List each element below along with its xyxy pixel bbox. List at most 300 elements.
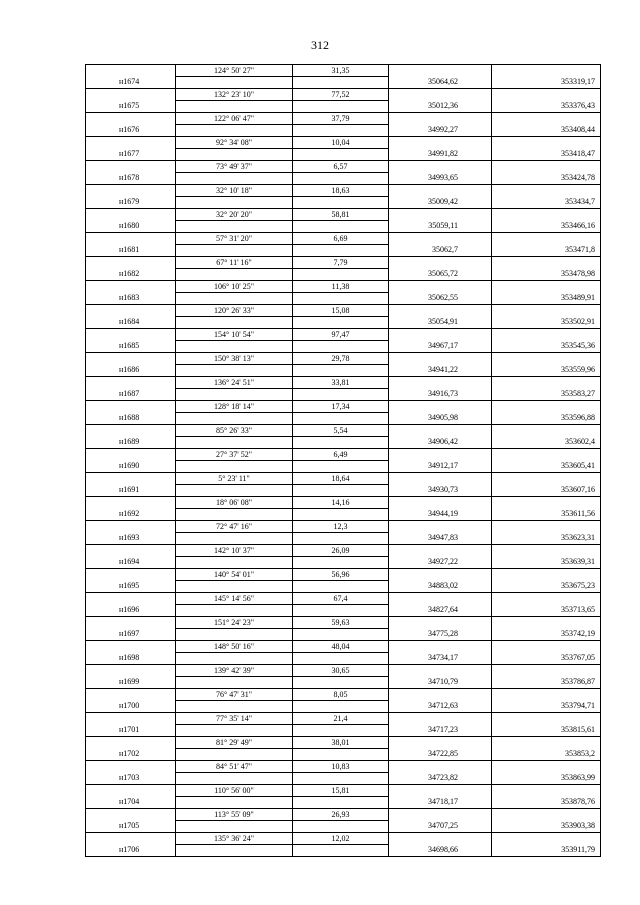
empty-cell xyxy=(492,65,601,77)
x-coordinate-cell: 35062,55 xyxy=(389,293,492,305)
distance-cell: 58,81 xyxy=(293,209,389,221)
segment-row xyxy=(86,113,601,125)
empty-cell xyxy=(176,269,293,281)
empty-cell xyxy=(86,809,176,821)
empty-cell xyxy=(492,185,601,197)
empty-cell xyxy=(389,809,492,821)
point-row xyxy=(86,557,601,569)
point-name-cell: н1693 xyxy=(86,533,176,545)
empty-cell xyxy=(176,749,293,761)
distance-cell: 18,63 xyxy=(293,185,389,197)
empty-cell xyxy=(86,209,176,221)
empty-cell xyxy=(492,425,601,437)
empty-cell xyxy=(86,281,176,293)
direction-angle-cell: 110° 56' 00" xyxy=(176,785,293,797)
empty-cell xyxy=(176,797,293,809)
x-coordinate-cell: 34734,17 xyxy=(389,653,492,665)
direction-angle-cell: 135° 36' 24" xyxy=(176,833,293,845)
x-coordinate-cell: 34723,82 xyxy=(389,773,492,785)
segment-row xyxy=(86,809,601,821)
direction-angle-cell: 27° 37' 52" xyxy=(176,449,293,461)
empty-cell xyxy=(176,509,293,521)
empty-cell xyxy=(389,761,492,773)
point-row xyxy=(86,437,601,449)
x-coordinate-cell: 35065,72 xyxy=(389,269,492,281)
x-coordinate-cell: 34722,85 xyxy=(389,749,492,761)
point-name-cell: н1697 xyxy=(86,629,176,641)
empty-cell xyxy=(176,245,293,257)
point-name-cell: н1676 xyxy=(86,125,176,137)
empty-cell xyxy=(86,257,176,269)
x-coordinate-cell: 35062,7 xyxy=(389,245,492,257)
empty-cell xyxy=(86,401,176,413)
y-coordinate-cell: 353418,47 xyxy=(492,149,601,161)
point-name-cell: н1686 xyxy=(86,365,176,377)
empty-cell xyxy=(86,449,176,461)
point-row xyxy=(86,821,601,833)
empty-cell xyxy=(492,137,601,149)
segment-row xyxy=(86,209,601,221)
empty-cell xyxy=(86,593,176,605)
empty-cell xyxy=(86,713,176,725)
empty-cell xyxy=(293,725,389,737)
coordinates-table-body xyxy=(86,65,601,857)
direction-angle-cell: 120° 26' 33" xyxy=(176,305,293,317)
x-coordinate-cell: 34905,98 xyxy=(389,413,492,425)
empty-cell xyxy=(389,593,492,605)
empty-cell xyxy=(293,149,389,161)
y-coordinate-cell: 353583,27 xyxy=(492,389,601,401)
y-coordinate-cell: 353794,71 xyxy=(492,701,601,713)
point-row xyxy=(86,749,601,761)
y-coordinate-cell: 353559,96 xyxy=(492,365,601,377)
direction-angle-cell: 142° 10' 37" xyxy=(176,545,293,557)
empty-cell xyxy=(492,305,601,317)
direction-angle-cell: 151° 24' 23" xyxy=(176,617,293,629)
empty-cell xyxy=(86,617,176,629)
page-number: 312 xyxy=(311,38,329,52)
empty-cell xyxy=(492,833,601,845)
empty-cell xyxy=(492,689,601,701)
point-row xyxy=(86,101,601,113)
distance-cell: 37,79 xyxy=(293,113,389,125)
y-coordinate-cell: 353911,79 xyxy=(492,845,601,857)
point-name-cell: н1704 xyxy=(86,797,176,809)
empty-cell xyxy=(389,641,492,653)
empty-cell xyxy=(293,341,389,353)
empty-cell xyxy=(389,329,492,341)
x-coordinate-cell: 35064,62 xyxy=(389,77,492,89)
empty-cell xyxy=(389,257,492,269)
empty-cell xyxy=(86,329,176,341)
x-coordinate-cell: 34944,19 xyxy=(389,509,492,521)
empty-cell xyxy=(492,113,601,125)
empty-cell xyxy=(176,485,293,497)
point-row xyxy=(86,797,601,809)
y-coordinate-cell: 353424,78 xyxy=(492,173,601,185)
distance-cell: 33,81 xyxy=(293,377,389,389)
empty-cell xyxy=(293,197,389,209)
empty-cell xyxy=(176,677,293,689)
segment-row xyxy=(86,617,601,629)
empty-cell xyxy=(293,413,389,425)
distance-cell: 21,4 xyxy=(293,713,389,725)
empty-cell xyxy=(492,569,601,581)
point-name-cell: н1683 xyxy=(86,293,176,305)
point-name-cell: н1677 xyxy=(86,149,176,161)
distance-cell: 18,64 xyxy=(293,473,389,485)
point-row xyxy=(86,509,601,521)
empty-cell xyxy=(293,797,389,809)
empty-cell xyxy=(293,845,389,857)
empty-cell xyxy=(176,461,293,473)
y-coordinate-cell: 353623,31 xyxy=(492,533,601,545)
empty-cell xyxy=(86,425,176,437)
empty-cell xyxy=(293,485,389,497)
x-coordinate-cell: 34916,73 xyxy=(389,389,492,401)
direction-angle-cell: 139° 42' 39" xyxy=(176,665,293,677)
empty-cell xyxy=(293,437,389,449)
empty-cell xyxy=(176,773,293,785)
point-name-cell: н1675 xyxy=(86,101,176,113)
segment-row xyxy=(86,713,601,725)
x-coordinate-cell: 34967,17 xyxy=(389,341,492,353)
point-row xyxy=(86,461,601,473)
point-name-cell: н1684 xyxy=(86,317,176,329)
point-name-cell: н1694 xyxy=(86,557,176,569)
y-coordinate-cell: 353545,36 xyxy=(492,341,601,353)
segment-row xyxy=(86,137,601,149)
y-coordinate-cell: 353815,61 xyxy=(492,725,601,737)
empty-cell xyxy=(389,737,492,749)
distance-cell: 12,3 xyxy=(293,521,389,533)
y-coordinate-cell: 353489,91 xyxy=(492,293,601,305)
direction-angle-cell: 128° 18' 14" xyxy=(176,401,293,413)
empty-cell xyxy=(86,161,176,173)
point-name-cell: н1700 xyxy=(86,701,176,713)
empty-cell xyxy=(176,725,293,737)
y-coordinate-cell: 353466,16 xyxy=(492,221,601,233)
empty-cell xyxy=(293,293,389,305)
empty-cell xyxy=(389,89,492,101)
point-name-cell: н1692 xyxy=(86,509,176,521)
x-coordinate-cell: 35009,42 xyxy=(389,197,492,209)
y-coordinate-cell: 353478,98 xyxy=(492,269,601,281)
y-coordinate-cell: 353863,99 xyxy=(492,773,601,785)
point-name-cell: н1687 xyxy=(86,389,176,401)
empty-cell xyxy=(492,233,601,245)
x-coordinate-cell: 34707,25 xyxy=(389,821,492,833)
empty-cell xyxy=(492,593,601,605)
y-coordinate-cell: 353903,38 xyxy=(492,821,601,833)
point-row xyxy=(86,293,601,305)
empty-cell xyxy=(86,833,176,845)
empty-cell xyxy=(293,317,389,329)
point-row xyxy=(86,413,601,425)
x-coordinate-cell: 34712,63 xyxy=(389,701,492,713)
direction-angle-cell: 77° 35' 14" xyxy=(176,713,293,725)
distance-cell: 26,93 xyxy=(293,809,389,821)
empty-cell xyxy=(492,737,601,749)
y-coordinate-cell: 353878,76 xyxy=(492,797,601,809)
y-coordinate-cell: 353605,41 xyxy=(492,461,601,473)
point-name-cell: н1706 xyxy=(86,845,176,857)
y-coordinate-cell: 353596,88 xyxy=(492,413,601,425)
empty-cell xyxy=(492,473,601,485)
empty-cell xyxy=(293,389,389,401)
x-coordinate-cell: 34991,82 xyxy=(389,149,492,161)
empty-cell xyxy=(176,149,293,161)
point-row xyxy=(86,677,601,689)
empty-cell xyxy=(293,701,389,713)
point-name-cell: н1679 xyxy=(86,197,176,209)
empty-cell xyxy=(389,617,492,629)
empty-cell xyxy=(492,449,601,461)
distance-cell: 48,04 xyxy=(293,641,389,653)
segment-row xyxy=(86,641,601,653)
x-coordinate-cell: 34912,17 xyxy=(389,461,492,473)
distance-cell: 10,83 xyxy=(293,761,389,773)
point-row xyxy=(86,125,601,137)
point-row xyxy=(86,149,601,161)
empty-cell xyxy=(492,401,601,413)
empty-cell xyxy=(389,545,492,557)
empty-cell xyxy=(389,137,492,149)
empty-cell xyxy=(389,473,492,485)
direction-angle-cell: 32° 10' 18" xyxy=(176,185,293,197)
direction-angle-cell: 154° 10' 54" xyxy=(176,329,293,341)
empty-cell xyxy=(176,173,293,185)
direction-angle-cell: 73° 49' 37" xyxy=(176,161,293,173)
direction-angle-cell: 145° 14' 56" xyxy=(176,593,293,605)
point-name-cell: н1688 xyxy=(86,413,176,425)
point-name-cell: н1705 xyxy=(86,821,176,833)
empty-cell xyxy=(492,89,601,101)
segment-row xyxy=(86,569,601,581)
point-row xyxy=(86,173,601,185)
empty-cell xyxy=(389,833,492,845)
y-coordinate-cell: 353713,65 xyxy=(492,605,601,617)
empty-cell xyxy=(176,533,293,545)
direction-angle-cell: 76° 47' 31" xyxy=(176,689,293,701)
x-coordinate-cell: 34710,79 xyxy=(389,677,492,689)
segment-row xyxy=(86,521,601,533)
point-name-cell: н1699 xyxy=(86,677,176,689)
y-coordinate-cell: 353502,91 xyxy=(492,317,601,329)
point-row xyxy=(86,389,601,401)
x-coordinate-cell: 35059,11 xyxy=(389,221,492,233)
empty-cell xyxy=(86,665,176,677)
empty-cell xyxy=(293,653,389,665)
segment-row xyxy=(86,425,601,437)
empty-cell xyxy=(86,305,176,317)
x-coordinate-cell: 34717,23 xyxy=(389,725,492,737)
empty-cell xyxy=(176,821,293,833)
empty-cell xyxy=(389,785,492,797)
empty-cell xyxy=(176,701,293,713)
x-coordinate-cell: 34698,66 xyxy=(389,845,492,857)
empty-cell xyxy=(86,185,176,197)
segment-row xyxy=(86,233,601,245)
empty-cell xyxy=(389,185,492,197)
empty-cell xyxy=(389,353,492,365)
point-row xyxy=(86,221,601,233)
direction-angle-cell: 57° 31' 20" xyxy=(176,233,293,245)
point-row xyxy=(86,845,601,857)
point-name-cell: н1689 xyxy=(86,437,176,449)
point-name-cell: н1691 xyxy=(86,485,176,497)
segment-row xyxy=(86,545,601,557)
empty-cell xyxy=(492,377,601,389)
segment-row xyxy=(86,305,601,317)
point-row xyxy=(86,581,601,593)
x-coordinate-cell: 34775,28 xyxy=(389,629,492,641)
segment-row xyxy=(86,89,601,101)
empty-cell xyxy=(176,77,293,89)
empty-cell xyxy=(293,101,389,113)
empty-cell xyxy=(86,785,176,797)
point-row xyxy=(86,365,601,377)
point-name-cell: н1701 xyxy=(86,725,176,737)
empty-cell xyxy=(293,509,389,521)
direction-angle-cell: 122° 06' 47" xyxy=(176,113,293,125)
segment-row xyxy=(86,833,601,845)
segment-row xyxy=(86,761,601,773)
x-coordinate-cell: 34718,17 xyxy=(389,797,492,809)
segment-row xyxy=(86,377,601,389)
distance-cell: 6,57 xyxy=(293,161,389,173)
empty-cell xyxy=(293,581,389,593)
empty-cell xyxy=(492,665,601,677)
distance-cell: 77,52 xyxy=(293,89,389,101)
distance-cell: 29,78 xyxy=(293,353,389,365)
point-name-cell: н1674 xyxy=(86,77,176,89)
empty-cell xyxy=(176,221,293,233)
empty-cell xyxy=(389,233,492,245)
empty-cell xyxy=(86,65,176,77)
distance-cell: 56,96 xyxy=(293,569,389,581)
point-name-cell: н1680 xyxy=(86,221,176,233)
empty-cell xyxy=(293,221,389,233)
distance-cell: 14,16 xyxy=(293,497,389,509)
x-coordinate-cell: 35054,91 xyxy=(389,317,492,329)
empty-cell xyxy=(492,209,601,221)
empty-cell xyxy=(86,89,176,101)
x-coordinate-cell: 34947,83 xyxy=(389,533,492,545)
direction-angle-cell: 72° 47' 16" xyxy=(176,521,293,533)
empty-cell xyxy=(389,281,492,293)
point-row xyxy=(86,269,601,281)
empty-cell xyxy=(389,209,492,221)
point-name-cell: н1702 xyxy=(86,749,176,761)
empty-cell xyxy=(293,533,389,545)
empty-cell xyxy=(492,809,601,821)
empty-cell xyxy=(176,293,293,305)
y-coordinate-cell: 353434,7 xyxy=(492,197,601,209)
empty-cell xyxy=(176,317,293,329)
distance-cell: 6,49 xyxy=(293,449,389,461)
point-name-cell: н1685 xyxy=(86,341,176,353)
point-row xyxy=(86,533,601,545)
point-name-cell: н1682 xyxy=(86,269,176,281)
empty-cell xyxy=(293,773,389,785)
y-coordinate-cell: 353471,8 xyxy=(492,245,601,257)
y-coordinate-cell: 353853,2 xyxy=(492,749,601,761)
empty-cell xyxy=(492,257,601,269)
point-name-cell: н1695 xyxy=(86,581,176,593)
segment-row xyxy=(86,161,601,173)
distance-cell: 97,47 xyxy=(293,329,389,341)
segment-row xyxy=(86,257,601,269)
direction-angle-cell: 84° 51' 47" xyxy=(176,761,293,773)
segment-row xyxy=(86,65,601,77)
x-coordinate-cell: 34992,27 xyxy=(389,125,492,137)
empty-cell xyxy=(86,113,176,125)
direction-angle-cell: 150° 38' 13" xyxy=(176,353,293,365)
empty-cell xyxy=(293,461,389,473)
empty-cell xyxy=(176,365,293,377)
empty-cell xyxy=(389,113,492,125)
empty-cell xyxy=(293,125,389,137)
distance-cell: 5,54 xyxy=(293,425,389,437)
direction-angle-cell: 148° 50' 16" xyxy=(176,641,293,653)
point-row xyxy=(86,701,601,713)
empty-cell xyxy=(293,269,389,281)
direction-angle-cell: 106° 10' 25" xyxy=(176,281,293,293)
x-coordinate-cell: 34941,22 xyxy=(389,365,492,377)
empty-cell xyxy=(86,521,176,533)
empty-cell xyxy=(176,557,293,569)
distance-cell: 15,08 xyxy=(293,305,389,317)
x-coordinate-cell: 35012,36 xyxy=(389,101,492,113)
empty-cell xyxy=(86,737,176,749)
empty-cell xyxy=(492,329,601,341)
distance-cell: 26,09 xyxy=(293,545,389,557)
point-name-cell: н1681 xyxy=(86,245,176,257)
empty-cell xyxy=(389,521,492,533)
distance-cell: 17,34 xyxy=(293,401,389,413)
direction-angle-cell: 81° 29' 49" xyxy=(176,737,293,749)
empty-cell xyxy=(86,497,176,509)
empty-cell xyxy=(492,521,601,533)
y-coordinate-cell: 353319,17 xyxy=(492,77,601,89)
distance-cell: 10,04 xyxy=(293,137,389,149)
point-row xyxy=(86,605,601,617)
x-coordinate-cell: 34883,02 xyxy=(389,581,492,593)
empty-cell xyxy=(86,377,176,389)
empty-cell xyxy=(389,497,492,509)
distance-cell: 67,4 xyxy=(293,593,389,605)
point-row xyxy=(86,653,601,665)
x-coordinate-cell: 34906,42 xyxy=(389,437,492,449)
segment-row xyxy=(86,785,601,797)
empty-cell xyxy=(389,449,492,461)
distance-cell: 12,02 xyxy=(293,833,389,845)
y-coordinate-cell: 353675,23 xyxy=(492,581,601,593)
x-coordinate-cell: 34827,64 xyxy=(389,605,492,617)
distance-cell: 38,01 xyxy=(293,737,389,749)
x-coordinate-cell: 34927,22 xyxy=(389,557,492,569)
distance-cell: 15,81 xyxy=(293,785,389,797)
empty-cell xyxy=(176,653,293,665)
empty-cell xyxy=(389,665,492,677)
empty-cell xyxy=(86,353,176,365)
empty-cell xyxy=(389,377,492,389)
y-coordinate-cell: 353611,56 xyxy=(492,509,601,521)
empty-cell xyxy=(293,245,389,257)
empty-cell xyxy=(389,305,492,317)
point-row xyxy=(86,197,601,209)
